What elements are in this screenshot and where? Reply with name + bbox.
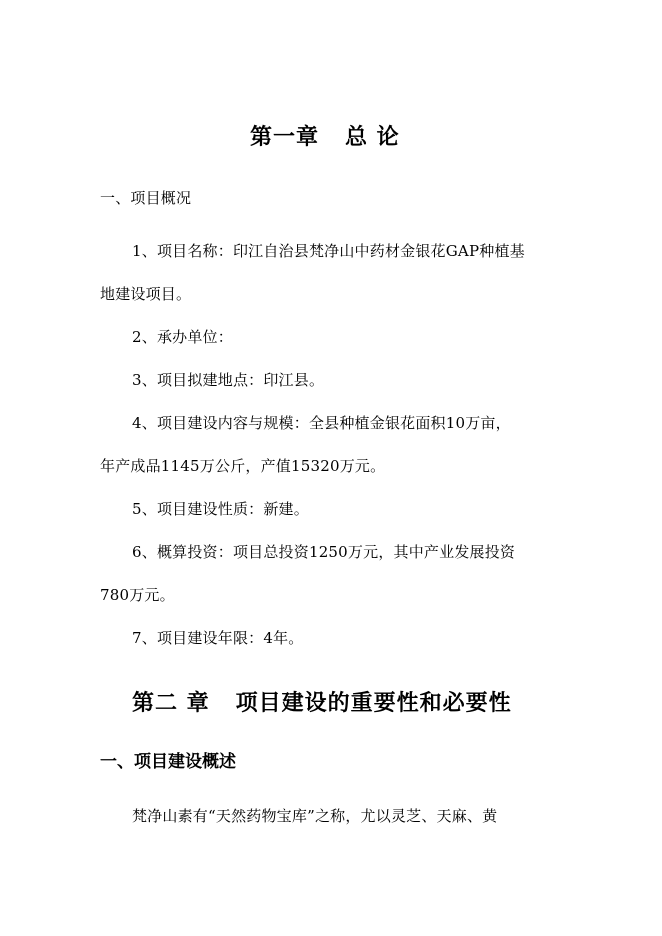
- item-1-line-2: 地建设项目。: [100, 285, 192, 303]
- item-2: 2、承办单位：: [132, 328, 233, 346]
- item-6-line-2: 780万元。: [100, 586, 175, 604]
- chapter-1-name: 总 论: [345, 124, 400, 150]
- chapter-2-name: 项目建设的重要性和必要性: [235, 690, 512, 716]
- chapter-1-title: [250, 123, 400, 151]
- section-2-heading: 一、项目建设概述: [100, 752, 236, 772]
- item-4-line-1: 4、项目建设内容与规模：全县种植金银花面积10万亩，: [132, 414, 511, 432]
- item-7: 7、项目建设年限：4年。: [132, 629, 304, 647]
- item-3: 3、项目拟建地点：印江县。: [132, 371, 325, 389]
- chapter-2-number: 第二 章: [132, 690, 210, 716]
- item-1-line-1: 1、项目名称：印江自治县梵净山中药材金银花GAP种植基: [132, 242, 525, 260]
- chapter-2-title: [132, 689, 512, 717]
- section-2-paragraph-line-1: 梵净山素有“天然药物宝库”之称，尤以灵芝、天麻、黄: [132, 807, 498, 825]
- item-5: 5、项目建设性质：新建。: [132, 500, 309, 518]
- chapter-1-number: 第一章: [250, 124, 320, 150]
- item-6-line-1: 6、概算投资：项目总投资1250万元，其中产业发展投资: [132, 543, 516, 561]
- item-4-line-2: 年产成品1145万公斤，产值15320万元。: [100, 457, 386, 475]
- section-1-heading: 一、项目概况: [100, 189, 192, 207]
